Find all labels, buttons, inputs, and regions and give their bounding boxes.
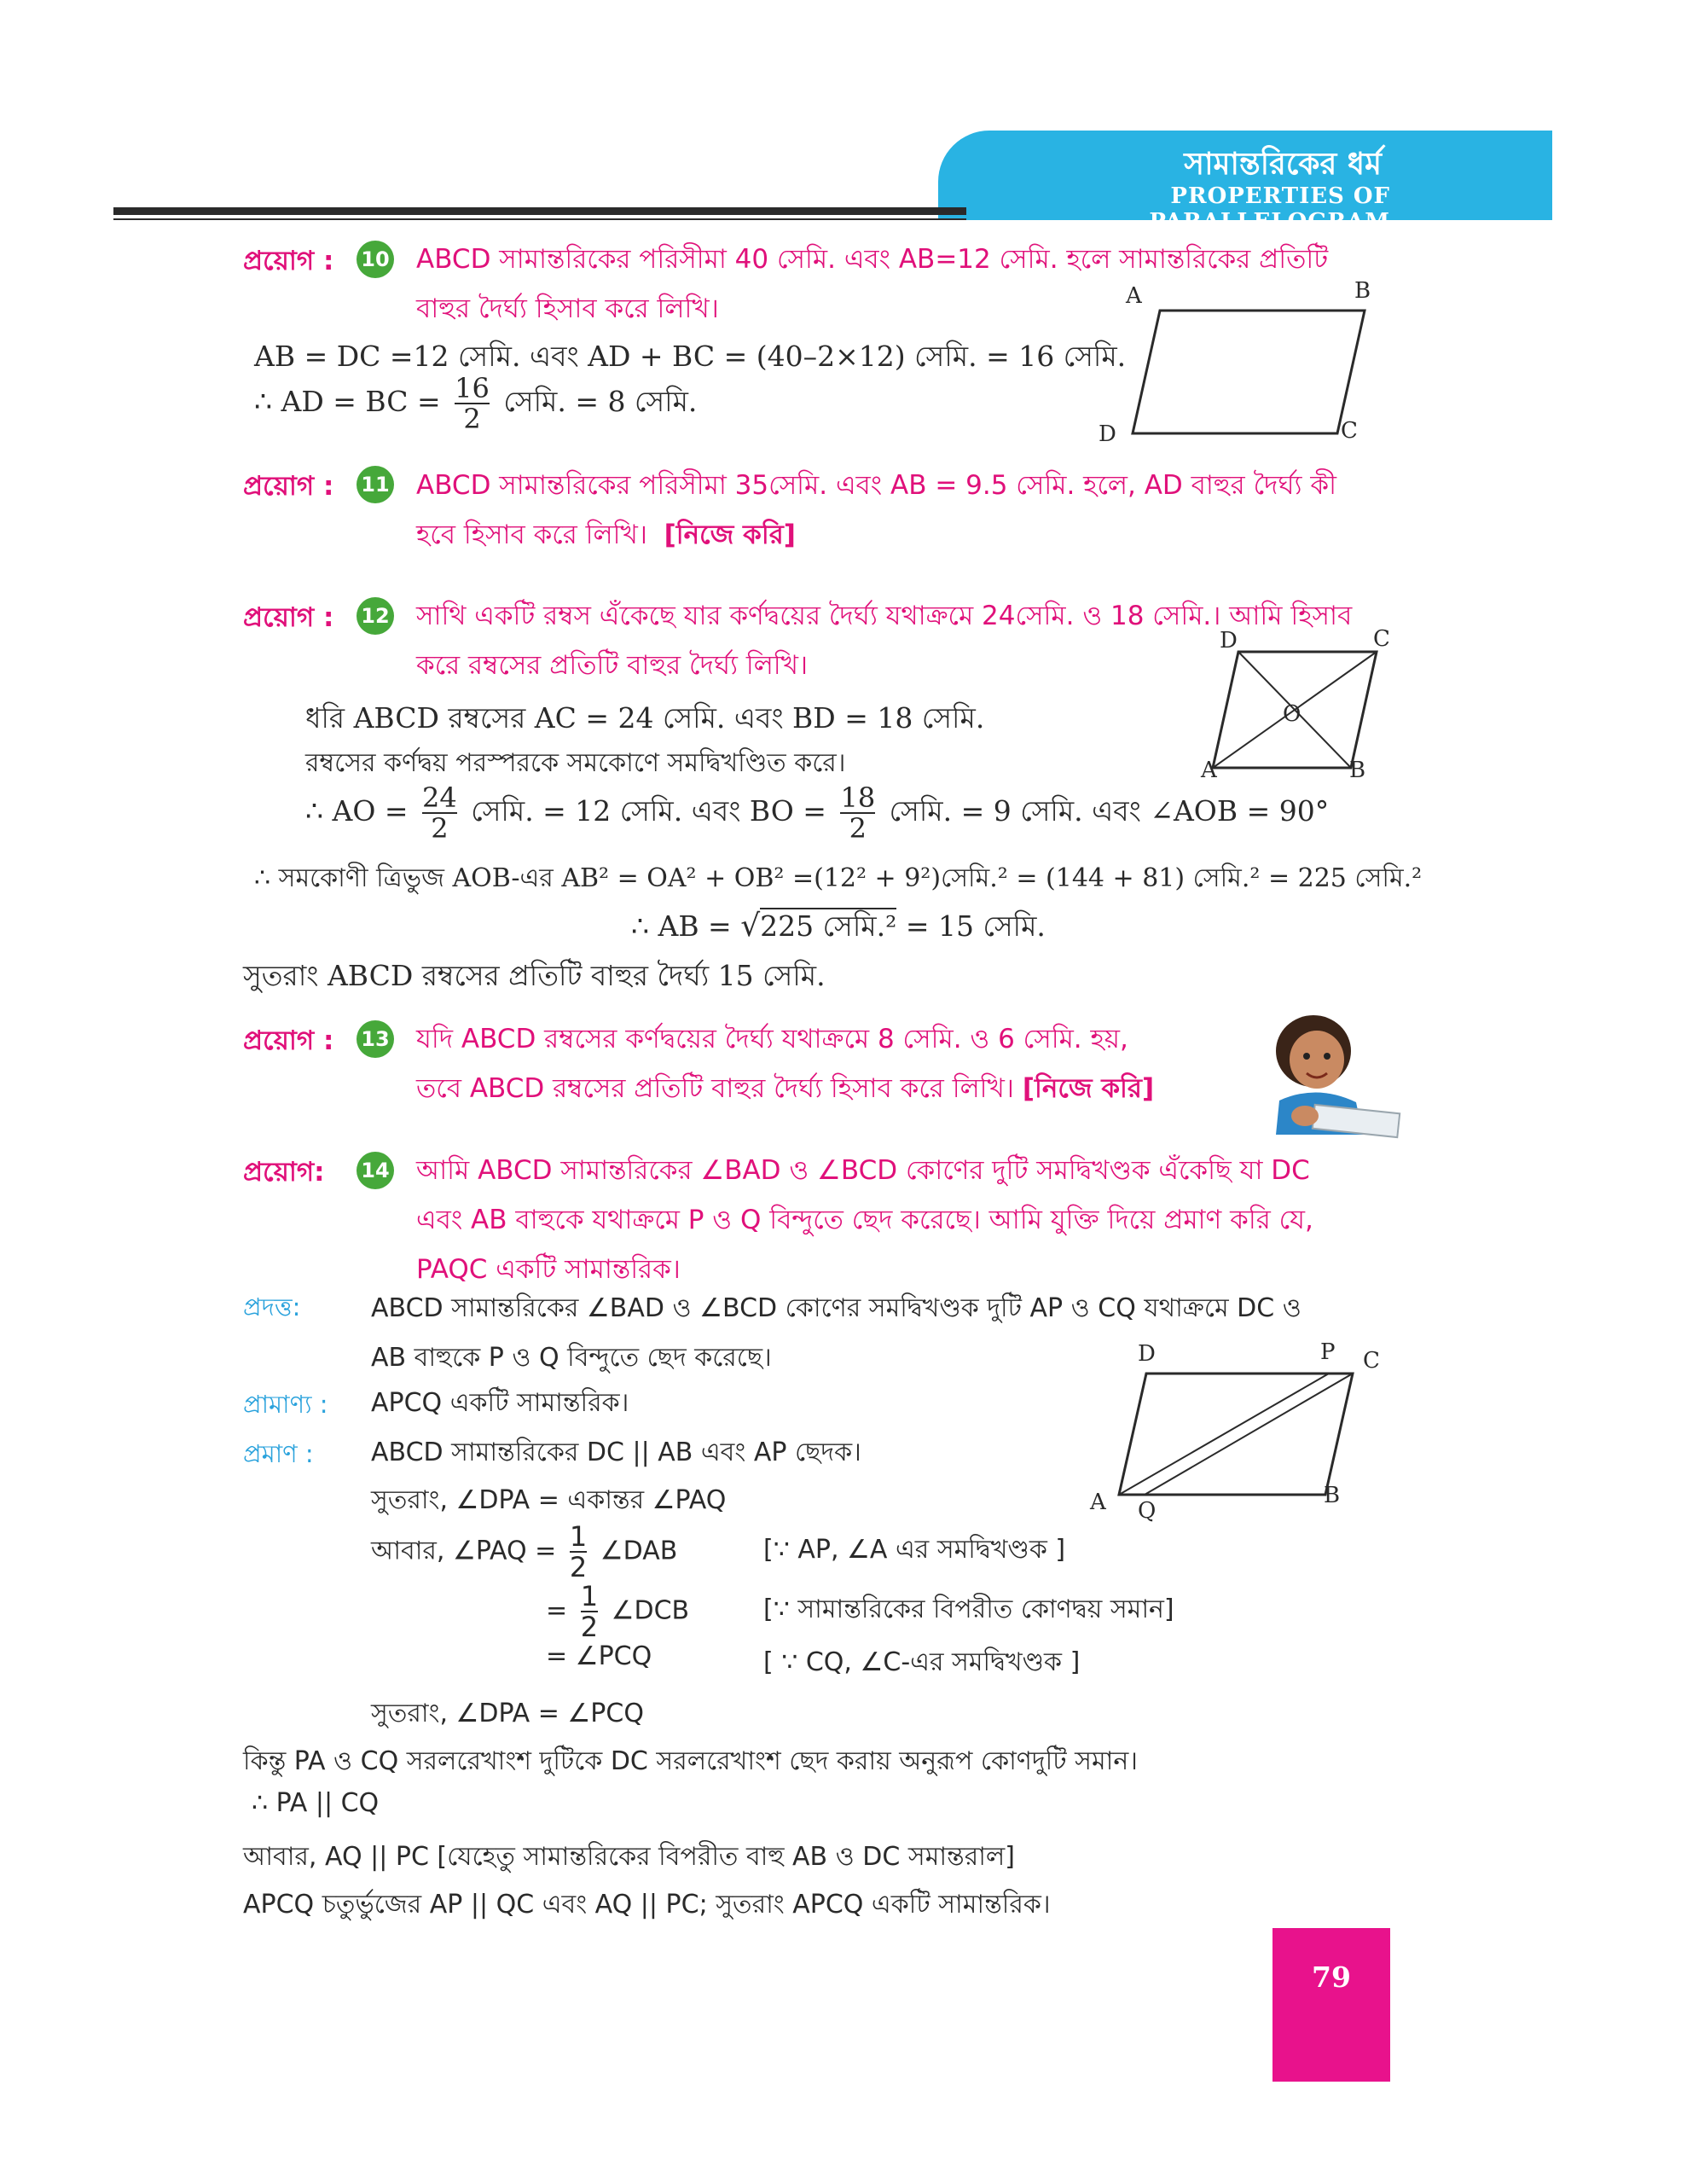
proof-line: ∴ PA || CQ [252, 1788, 380, 1818]
girl-illustration [1254, 1007, 1407, 1152]
proof-line: = $\frac{1}{2}$ ∠DCB [546, 1580, 690, 1643]
figure-label: A [1126, 283, 1142, 309]
figure-label: D [1099, 421, 1116, 447]
proof-line: = ∠PCQ [546, 1641, 652, 1671]
proof-conclusion: APCQ চতুর্ভুজের AP || QC এবং AQ || PC; সুতরাং APCQ একটি সামান্তরিক। [243, 1890, 1051, 1920]
problem-question: যদি ABCD রম্বসের কর্ণদ্বয়ের দৈর্ঘ্য যথাক্রমে 8 সেমি. ও 6 সেমি. হয়, তবে ABCD রম্বসের প্রতিটি বাহুর দৈর্ঘ্য হিসাব করে লিখি। [নিজে করি] [416, 1024, 1155, 1104]
problem-number-badge: 11 [357, 466, 394, 503]
to-prove-label: প্রামাণ্য : [243, 1390, 328, 1419]
figure-label: Q [1138, 1498, 1157, 1524]
given-label: প্রদত্ত: [243, 1292, 301, 1321]
proof-line: আবার, AQ || PC [যেহেতু সামান্তরিকের বিপরীত বাহু AB ও DC সমান্তরাল] [243, 1842, 1015, 1872]
header-rule-thin [113, 218, 966, 220]
solution-line: AB = DC =12 সেমি. এবং AD + BC = (40–2×12) সেমি. = 16 সেমি. [254, 340, 1127, 373]
solution-line: রম্বসের কর্ণদ্বয় পরস্পরকে সমকোণে সমদ্বিখণ্ডিত করে। [305, 748, 846, 778]
chapter-title-en: PROPERTIES OF PARALLELOGRAM [1149, 183, 1390, 235]
solution-line: ধরি ABCD রম্বসের AC = 24 সেমি. এবং BD = 18 সেমি. [305, 701, 985, 735]
page-number: 79 [1312, 1960, 1351, 1994]
solution-line: ∴ AB = √225 সেমি.² = 15 সেমি. [631, 909, 1046, 944]
proof-reason: [ ∵ CQ, ∠C-এর সমদ্বিখণ্ডক ] [763, 1647, 1081, 1677]
problem-label: প্রয়োগ : [243, 1025, 334, 1056]
given-text: ABCD সামান্তরিকের ∠BAD ও ∠BCD কোণের সমদ্বিখণ্ডক দুটি AP ও CQ যথাক্রমে DC ও AB বাহুকে P ও Q বিন্দুতে ছেদ করেছে। [371, 1293, 1301, 1373]
figure-label: P [1320, 1339, 1336, 1365]
proof-reason: [∵ AP, ∠A এর সমদ্বিখণ্ডক ] [763, 1535, 1066, 1565]
figure-label: D [1220, 628, 1238, 653]
problem-label: প্রয়োগ : [243, 471, 334, 502]
chapter-title-bn: সামান্তরিকের ধর্ম [1184, 147, 1382, 182]
figure-label: B [1354, 278, 1371, 304]
figure-label: A [1090, 1490, 1106, 1515]
figure-label: C [1341, 418, 1358, 444]
proof-line: আবার, ∠PAQ = $\frac{1}{2}$ ∠DAB [371, 1520, 678, 1583]
problem-number-badge: 10 [357, 241, 394, 278]
self-do-tag: [নিজে করি] [1022, 1073, 1155, 1104]
proof-line: সুতরাং, ∠DPA = ∠PCQ [371, 1699, 644, 1728]
figure-label: B [1324, 1483, 1341, 1508]
proof-reason: [∵ সামান্তরিকের বিপরীত কোণদ্বয় সমান] [763, 1594, 1174, 1624]
proof-label: প্রমাণ : [243, 1439, 314, 1468]
problem-label: প্রয়োগ: [243, 1157, 325, 1188]
problem-label: প্রয়োগ : [243, 602, 334, 633]
problem-number-badge: 13 [357, 1020, 394, 1058]
figure-label: B [1349, 758, 1366, 783]
problem-question: সাথি একটি রম্বস এঁকেছে যার কর্ণদ্বয়ের দৈর্ঘ্য যথাক্রমে 24সেমি. ও 18 সেমি.। আমি হিসাব করে রম্বসের প্রতিটি বাহুর দৈর্ঘ্য লিখি। [416, 601, 1353, 681]
figure-label: A [1201, 758, 1217, 783]
page-number-tab [1272, 1928, 1390, 2082]
header-rule [113, 207, 966, 215]
problem-label: প্রয়োগ : [243, 246, 334, 276]
solution-line: ∴ AO = $\frac{24}{2}$ সেমি. = 12 সেমি. এবং BO = $\frac{18}{2}$ সেমি. = 9 সেমি. এবং ∠AOB = 90° [305, 781, 1330, 845]
problem-question: ABCD সামান্তরিকের পরিসীমা 40 সেমি. এবং AB=12 সেমি. হলে সামান্তরিকের প্রতিটি বাহুর দৈর্ঘ্য হিসাব করে লিখি। [416, 244, 1329, 324]
figure-label: O [1283, 701, 1301, 727]
proof-line: সুতরাং, ∠DPA = একান্তর ∠PAQ [371, 1485, 727, 1515]
figure-label: C [1373, 626, 1390, 652]
figure-label: D [1138, 1341, 1156, 1367]
problem-number-badge: 14 [357, 1152, 394, 1189]
problem-question: আমি ABCD সামান্তরিকের ∠BAD ও ∠BCD কোণের দুটি সমদ্বিখণ্ডক এঁকেছি যা DC এবং AB বাহুকে যথাক্রমে P ও Q বিন্দুতে ছেদ করেছে। আমি যুক্তি দিয়ে প্রমাণ করি যে, PAQC একটি সামান্তরিক। [416, 1155, 1313, 1285]
solution-line: ∴ AD = BC = $\frac{16}{2}$ সেমি. = 8 সেমি. [254, 372, 698, 435]
to-prove-text: APCQ একটি সামান্তরিক। [371, 1388, 629, 1418]
figure-label: C [1363, 1348, 1380, 1374]
proof-line: ABCD সামান্তরিকের DC || AB এবং AP ছেদক। [371, 1438, 861, 1467]
solution-line: ∴ সমকোণী ত্রিভুজ AOB-এর AB² = OA² + OB² =(12² + 9²)সেমি.² = (144 + 81) সেমি.² = 225 সেমি.² [254, 863, 1423, 893]
problem-number-badge: 12 [357, 597, 394, 635]
problem-question: ABCD সামান্তরিকের পরিসীমা 35সেমি. এবং AB = 9.5 সেমি. হলে, AD বাহুর দৈর্ঘ্য কী হবে হিসাব করে লিখি। [নিজে করি] [416, 470, 1336, 550]
proof-line: কিন্তু PA ও CQ সরলরেখাংশ দুটিকে DC সরলরেখাংশ ছেদ করায় অনুরূপ কোণদুটি সমান। [243, 1746, 1138, 1776]
solution-conclusion: সুতরাং ABCD রম্বসের প্রতিটি বাহুর দৈর্ঘ্য 15 সেমি. [243, 959, 826, 992]
self-do-tag: [নিজে করি] [664, 520, 796, 550]
